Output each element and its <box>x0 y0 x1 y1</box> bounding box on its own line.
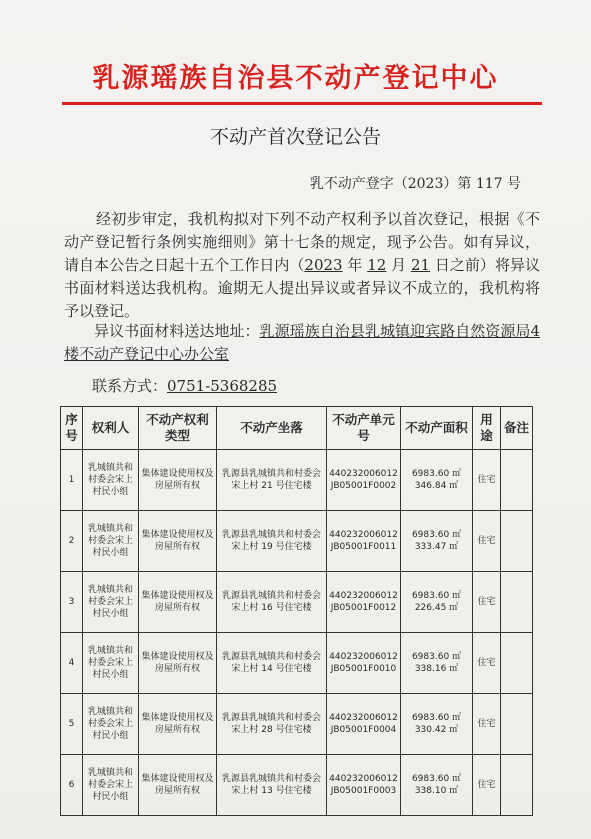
cell-use: 住宅 <box>473 755 501 816</box>
cell-location: 乳源县乳城镇共和村委会宋上村 28 号住宅楼 <box>217 694 327 755</box>
contact-label: 联系方式： <box>92 377 168 395</box>
cell-no: 4 <box>61 633 83 694</box>
cell-area <box>401 633 473 694</box>
unit-no-line-2: JB05001F0004 <box>330 725 397 735</box>
unit-no-line-1: 440232006012 <box>329 530 398 540</box>
contact-paragraph <box>92 375 568 398</box>
col-header-right-type: 不动产权利类型 <box>139 407 217 450</box>
year-unit: 年 <box>342 256 368 274</box>
cell-owner: 乳城镇共和村委会宋上村民小组 <box>83 694 139 755</box>
cell-note <box>501 511 533 572</box>
cell-owner: 乳城镇共和村委会宋上村民小组 <box>83 572 139 633</box>
cell-area <box>401 450 473 511</box>
cell-owner: 乳城镇共和村委会宋上村民小组 <box>83 511 139 572</box>
table-row <box>61 694 533 755</box>
building-area: 333.47 ㎡ <box>414 542 459 552</box>
table-header-row <box>61 407 533 450</box>
cell-area <box>401 755 473 816</box>
table-row <box>61 755 533 816</box>
cell-location: 乳源县乳城镇共和村委会宋上村 14 号住宅楼 <box>217 633 327 694</box>
cell-no: 1 <box>61 450 83 511</box>
col-header-area: 不动产面积 <box>401 407 473 450</box>
notice-paragraph <box>64 208 540 323</box>
cell-unit-no <box>327 450 401 511</box>
cell-unit-no <box>327 755 401 816</box>
unit-no-line-1: 440232006012 <box>329 652 398 662</box>
building-area: 330.42 ㎡ <box>414 725 459 735</box>
col-header-unit-no: 不动产单元号 <box>327 407 401 450</box>
cell-note <box>501 450 533 511</box>
unit-no-line-1: 440232006012 <box>329 774 398 784</box>
table-row <box>61 450 533 511</box>
cell-right-type: 集体建设使用权及房屋所有权 <box>139 633 217 694</box>
contact-phone: 0751-5368285 <box>167 377 278 395</box>
cell-note <box>501 694 533 755</box>
deadline-month: 12 <box>367 256 387 274</box>
cell-unit-no <box>327 511 401 572</box>
cell-no: 2 <box>61 511 83 572</box>
cell-use: 住宅 <box>473 633 501 694</box>
notice-text-b: 日之前）将异议书面材料送达我机构。逾期无人提出异议或者异议不成立的，我机构将予以登记。 <box>64 256 540 320</box>
cell-note <box>501 755 533 816</box>
cell-owner: 乳城镇共和村委会宋上村民小组 <box>83 450 139 511</box>
cell-area <box>401 694 473 755</box>
cell-note <box>501 572 533 633</box>
col-header-no: 序号 <box>61 407 83 450</box>
land-area: 6983.60 ㎡ <box>411 774 462 784</box>
col-header-note: 备注 <box>501 407 533 450</box>
address-paragraph <box>64 320 540 366</box>
col-header-location: 不动产坐落 <box>217 407 327 450</box>
land-area: 6983.60 ㎡ <box>411 652 462 662</box>
cell-use: 住宅 <box>473 450 501 511</box>
building-area: 338.10 ㎡ <box>414 786 459 796</box>
cell-area <box>401 572 473 633</box>
cell-note <box>501 633 533 694</box>
table-row <box>61 511 533 572</box>
cell-right-type: 集体建设使用权及房屋所有权 <box>139 694 217 755</box>
cell-no: 3 <box>61 572 83 633</box>
month-unit: 月 <box>386 256 411 274</box>
red-divider <box>62 102 542 105</box>
unit-no-line-1: 440232006012 <box>329 713 398 723</box>
building-area: 346.84 ㎡ <box>414 481 459 491</box>
land-area: 6983.60 ㎡ <box>411 469 462 479</box>
cell-unit-no <box>327 572 401 633</box>
unit-no-line-1: 440232006012 <box>329 469 398 479</box>
col-header-use: 用途 <box>473 407 501 450</box>
unit-no-line-2: JB05001F0012 <box>330 603 397 613</box>
cell-unit-no <box>327 633 401 694</box>
deadline-year: 2023 <box>304 256 343 274</box>
cell-area <box>401 511 473 572</box>
cell-use: 住宅 <box>473 511 501 572</box>
cell-right-type: 集体建设使用权及房屋所有权 <box>139 450 217 511</box>
deadline-day: 21 <box>410 256 431 274</box>
cell-no: 6 <box>61 755 83 816</box>
doc-title: 不动产首次登记公告 <box>209 126 381 148</box>
cell-location: 乳源县乳城镇共和村委会宋上村 16 号住宅楼 <box>217 572 327 633</box>
land-area: 6983.60 ㎡ <box>411 713 462 723</box>
cell-location: 乳源县乳城镇共和村委会宋上村 19 号住宅楼 <box>217 511 327 572</box>
registration-table <box>60 406 533 816</box>
cell-use: 住宅 <box>473 694 501 755</box>
cell-no: 5 <box>61 694 83 755</box>
address-label: 异议书面材料送达地址： <box>94 322 260 340</box>
cell-unit-no <box>327 694 401 755</box>
org-title: 乳源瑶族自治县不动产登记中心 <box>92 63 499 94</box>
doc-number: 乳不动产登字（2023）第 117 号 <box>309 176 521 192</box>
table-row <box>61 633 533 694</box>
building-area: 338.16 ㎡ <box>414 664 459 674</box>
land-area: 6983.60 ㎡ <box>411 530 462 540</box>
unit-no-line-2: JB05001F0010 <box>330 664 397 674</box>
cell-location: 乳源县乳城镇共和村委会宋上村 13 号住宅楼 <box>217 755 327 816</box>
col-header-owner: 权利人 <box>83 407 139 450</box>
address-value: 乳源瑶族自治县乳城镇迎宾路自然资源局4楼不动产登记中心办公室 <box>64 322 540 363</box>
cell-right-type: 集体建设使用权及房屋所有权 <box>139 511 217 572</box>
land-area: 6983.60 ㎡ <box>411 591 462 601</box>
cell-owner: 乳城镇共和村委会宋上村民小组 <box>83 633 139 694</box>
unit-no-line-2: JB05001F0011 <box>330 542 397 552</box>
unit-no-line-2: JB05001F0003 <box>330 786 397 796</box>
cell-right-type: 集体建设使用权及房屋所有权 <box>139 572 217 633</box>
unit-no-line-2: JB05001F0002 <box>330 481 397 491</box>
unit-no-line-1: 440232006012 <box>329 591 398 601</box>
cell-right-type: 集体建设使用权及房屋所有权 <box>139 755 217 816</box>
cell-location: 乳源县乳城镇共和村委会宋上村 21 号住宅楼 <box>217 450 327 511</box>
cell-owner: 乳城镇共和村委会宋上村民小组 <box>83 755 139 816</box>
building-area: 226.45 ㎡ <box>414 603 459 613</box>
cell-use: 住宅 <box>473 572 501 633</box>
table-row <box>61 572 533 633</box>
notice-text-a: 经初步审定，我机构拟对下列不动产权利予以首次登记，根据《不动产登记暂行条例实施细则》第十七条的规定，现予公告。如有异议，请自本公告之日起十五个工作日内（ <box>64 210 540 274</box>
